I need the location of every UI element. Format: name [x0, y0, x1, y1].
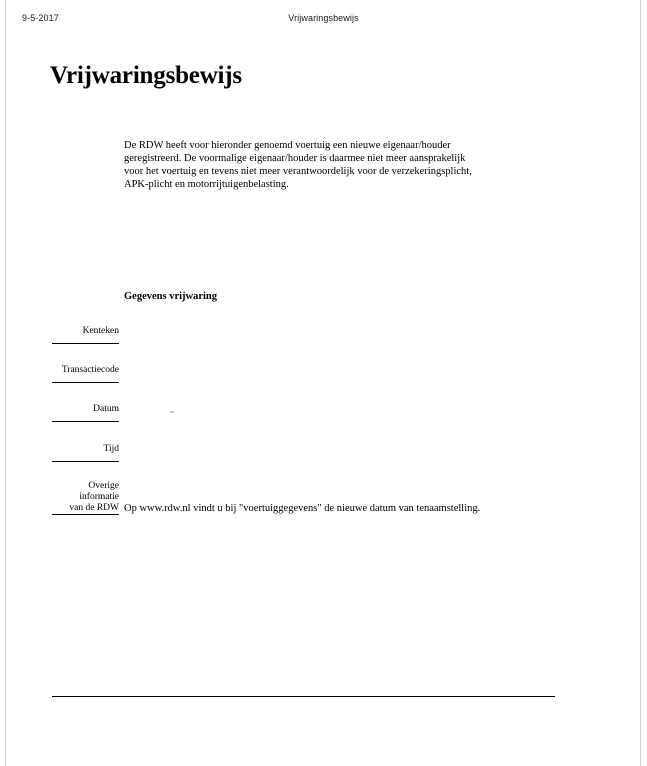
- running-header: [0, 12, 647, 26]
- page-title: Vrijwaringsbewijs: [50, 61, 242, 89]
- field-rule-tijd: [52, 461, 119, 462]
- field-label-overige-line-3: van de RDW: [69, 503, 119, 513]
- field-label-kenteken: Kenteken: [82, 326, 119, 336]
- footer-divider: [52, 696, 555, 697]
- field-rule-transactiecode: [52, 382, 119, 383]
- scan-speck: [170, 411, 174, 413]
- section-heading-gegevens-vrijwaring: Gegevens vrijwaring: [124, 291, 218, 302]
- field-row-transactiecode: [0, 365, 647, 389]
- header-document-name: Vrijwaringsbewijs: [288, 13, 359, 23]
- header-date: 9-5-2017: [22, 13, 59, 23]
- field-label-datum: Datum: [93, 404, 119, 414]
- intro-paragraph: De RDW heeft voor hieronder genoemd voertuig een nieuwe eigenaar/houder geregistreerd. De voormalige eigenaar/houder is daarmee niet meer aansprakelijk voor het voertuig en tevens niet meer verantwoordelijk voor de verzekeringsplicht, APK-plicht en motorrijtuigenbelasting.: [124, 139, 472, 191]
- field-label-overige-informatie: [0, 481, 119, 514]
- field-rule-kenteken: [52, 343, 119, 344]
- field-label-overige-line-1: Overige: [88, 481, 119, 491]
- field-label-transactiecode: Transactiecode: [61, 365, 119, 375]
- field-rule-datum: [52, 421, 119, 422]
- field-rule-overige-informatie: [52, 514, 119, 515]
- field-value-overige-informatie: Op www.rdw.nl vindt u bij "voertuiggegevens" de nieuwe datum van tenaamstelling.: [124, 503, 481, 514]
- field-row-tijd: [0, 444, 647, 468]
- field-row-datum: [0, 404, 647, 428]
- field-label-overige-line-2: informatie: [79, 492, 119, 502]
- field-label-tijd: Tijd: [103, 444, 119, 454]
- field-row-kenteken: [0, 326, 647, 350]
- field-row-overige-informatie: [0, 481, 647, 519]
